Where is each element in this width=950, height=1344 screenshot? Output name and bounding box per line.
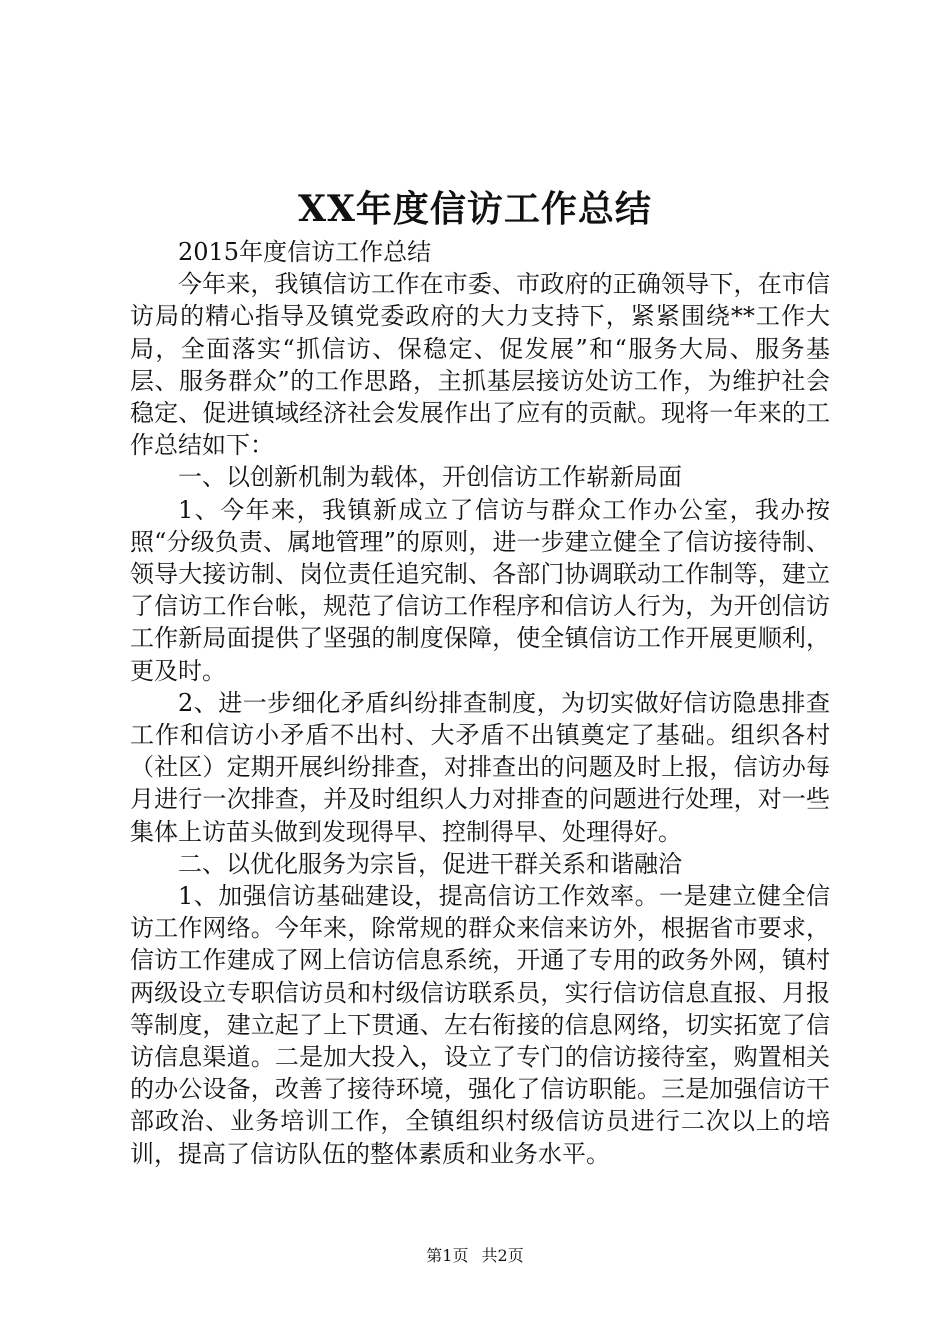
page-number-total: 共2页	[481, 1246, 524, 1265]
page-footer	[0, 1245, 950, 1267]
paragraph-subtitle: 2015年度信访工作总结	[178, 238, 432, 266]
paragraph-1-2: 2、进一步细化矛盾纠纷排查制度，为切实做好信访隐患排查工作和信访小矛盾不出村、大矛盾不出镇奠定了基础。组织各村（社区）定期开展纠纷排查，对排查出的问题及时上报，信访办每月进行一次排查，并及时组织人力对排查的问题进行处理，对一些集体上访苗头做到发现得早、控制得早、处理得好。	[130, 688, 830, 846]
paragraph-2-1: 1、加强信访基础建设，提高信访工作效率。一是建立健全信访工作网络。今年来，除常规的群众来信来访外，根据省市要求，信访工作建成了网上信访信息系统，开通了专用的政务外网，镇村两级设立专职信访员和村级信访联系员，实行信访信息直报、月报等制度，建立起了上下贯通、左右衔接的信息网络，切实拓宽了信访信息渠道。二是加大投入，设立了专门的信访接待室，购置相关的办公设备，改善了接待环境，强化了信访职能。三是加强信访干部政治、业务培训工作，全镇组织村级信访员进行二次以上的培训，提高了信访队伍的整体素质和业务水平。	[130, 882, 830, 1168]
document-title: XX年度信访工作总结	[298, 188, 652, 230]
section-heading-1: 一、以创新机制为载体，开创信访工作崭新局面	[178, 463, 682, 492]
page-number-current: 第1页	[426, 1246, 469, 1265]
document-body	[130, 236, 830, 1170]
section-heading-2: 二、以优化服务为宗旨，促进干群关系和谐融洽	[178, 849, 682, 878]
paragraph-intro: 今年来，我镇信访工作在市委、市政府的正确领导下，在市信访局的精心指导及镇党委政府的大力支持下，紧紧围绕**工作大局，全面落实“抓信访、保稳定、促发展”和“服务大局、服务基层、服务群众”的工作思路，主抓基层接访处访工作，为维护社会稳定、促进镇域经济社会发展作出了应有的贡献。现将一年来的工作总结如下：	[130, 270, 830, 460]
paragraph-1-1: 1、今年来，我镇新成立了信访与群众工作办公室，我办按照“分级负责、属地管理”的原则，进一步建立健全了信访接待制、领导大接访制、岗位责任追究制、各部门协调联动工作制等，建立了信访工作台帐，规范了信访工作程序和信访人行为，为开创信访工作新局面提供了坚强的制度保障，使全镇信访工作开展更顺利，更及时。	[130, 495, 830, 685]
